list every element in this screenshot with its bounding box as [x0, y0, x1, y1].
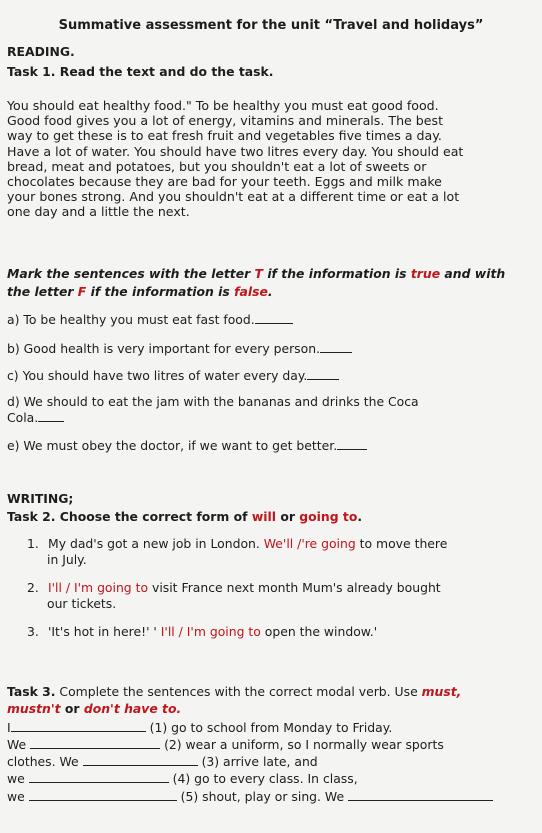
answer-blank[interactable] [30, 737, 160, 749]
text-line: You should eat healthy food." To be healthy you must eat good food. [7, 98, 439, 113]
instruction-text: and with [440, 266, 506, 281]
statement-d-cont [7, 410, 64, 425]
answer-blank[interactable] [348, 789, 493, 801]
text-line: chocolates because they are bad for your teeth. Eggs and milk make [7, 174, 442, 190]
letter-f: F [77, 284, 87, 299]
page-title: Summative assessment for the unit “Travel and holidays” [58, 18, 484, 33]
modal-mustnt: mustn't [7, 701, 61, 716]
task3-line-2 [7, 737, 444, 752]
statement-text: e) We must obey the doctor, if we want to get better. [7, 438, 338, 453]
item-text: to move there [355, 536, 448, 551]
text-line: way to get these is to eat fresh fruit and vegetables five times a day. [7, 128, 442, 144]
task3-heading-text: Complete the sentences with the correct modal verb. Use [55, 684, 422, 699]
statement-text: d) We should to eat the jam with the bananas and drinks the Coca [7, 394, 419, 409]
choice-option[interactable]: We'll /'re going [263, 536, 356, 551]
task2-item-3 [27, 624, 377, 639]
task1-instruction-line2 [7, 284, 273, 299]
answer-blank[interactable] [11, 720, 146, 732]
task2-item-1-cont: in July. [47, 552, 87, 567]
item-number: 2. [27, 580, 39, 595]
reading-heading: READING. [7, 44, 75, 59]
answer-blank[interactable] [255, 312, 293, 324]
task2-heading-text: Task 2. Choose the correct form of [7, 509, 252, 524]
line-text: clothes. We [7, 754, 79, 769]
statement-text: c) You should have two litres of water every day. [7, 368, 308, 383]
statement-text: a) To be healthy you must eat fast food. [7, 312, 255, 327]
writing-heading: WRITING; [7, 491, 74, 506]
word-false: false [234, 284, 268, 299]
word-will: will [251, 509, 277, 524]
task2-item-1 [27, 536, 447, 551]
statement-e [7, 438, 367, 453]
line-text: (2) wear a uniform, so I normally wear sports [164, 737, 444, 752]
answer-blank[interactable] [83, 754, 198, 766]
task2-heading-text: or [276, 509, 300, 524]
text-line: your bones strong. And you shouldn't eat at a different time or eat a lot [7, 189, 460, 205]
task3-line-3 [7, 754, 318, 769]
item-number: 1. [27, 536, 39, 551]
answer-blank[interactable] [307, 368, 339, 380]
line-text: (3) arrive late, and [201, 754, 318, 769]
reading-text [7, 98, 537, 220]
answer-blank[interactable] [38, 410, 64, 422]
modal-must: must, [421, 684, 462, 699]
task3-heading-cont [7, 701, 181, 716]
answer-blank[interactable] [337, 438, 367, 450]
line-text: I [7, 720, 11, 735]
task2-item-2-cont: our tickets. [47, 596, 117, 611]
statement-d [7, 394, 419, 409]
letter-t: T [254, 266, 263, 281]
instruction-text: the letter [7, 284, 78, 299]
line-text: (1) go to school from Monday to Friday. [149, 720, 393, 735]
item-text: open the window.' [260, 624, 378, 639]
item-text: My dad's got a new job in London. [48, 536, 264, 551]
choice-option[interactable]: I'll / I'm going to [160, 624, 261, 639]
item-number: 3. [27, 624, 39, 639]
task2-heading [7, 509, 362, 524]
word-going-to: going to [299, 509, 358, 524]
text-line: bread, meat and potatoes, but you shouldn't eat a lot of sweets or [7, 158, 427, 174]
answer-blank[interactable] [320, 341, 352, 353]
instruction-text: if the information is [263, 266, 411, 281]
task3-line-5 [7, 789, 493, 804]
answer-blank[interactable] [29, 789, 177, 801]
choice-option[interactable]: I'll / I'm going to [48, 580, 149, 595]
line-text: We [7, 737, 27, 752]
statement-b [7, 341, 352, 356]
item-text: 'It's hot in here!' ' [48, 624, 161, 639]
task2-heading-text: . [357, 509, 363, 524]
text-line: one day and a little the next. [7, 204, 190, 220]
task3-line-1 [7, 720, 392, 735]
task3-label: Task 3. [7, 684, 56, 699]
line-text: (4) go to every class. In class, [172, 771, 358, 786]
item-text: visit France next month Mum's already bought [148, 580, 441, 595]
task1-instruction-line1 [7, 266, 505, 281]
task3-line-4 [7, 771, 358, 786]
statement-text: Cola. [7, 410, 39, 425]
task3-heading [7, 684, 461, 699]
task1-heading: Task 1. Read the text and do the task. [7, 64, 274, 79]
modal-dont-have-to: don't have to. [83, 701, 182, 716]
text-line: Good food gives you a lot of energy, vitamins and minerals. The best [7, 113, 444, 129]
line-text: we [7, 789, 25, 804]
answer-blank[interactable] [29, 771, 169, 783]
task3-or: or [60, 701, 84, 716]
text-line: Have a lot of water. You should have two litres every day. You should eat [7, 143, 464, 159]
word-true: true [410, 266, 441, 281]
instruction-text: if the information is [86, 284, 235, 299]
line-text: (5) shout, play or sing. We [180, 789, 345, 804]
statement-text: b) Good health is very important for every person. [7, 341, 321, 356]
instruction-text: Mark the sentences with the letter [7, 266, 255, 281]
statement-c [7, 368, 339, 383]
line-text: we [7, 771, 25, 786]
statement-a [7, 312, 293, 327]
instruction-text: . [267, 284, 273, 299]
task2-item-2 [27, 580, 441, 595]
